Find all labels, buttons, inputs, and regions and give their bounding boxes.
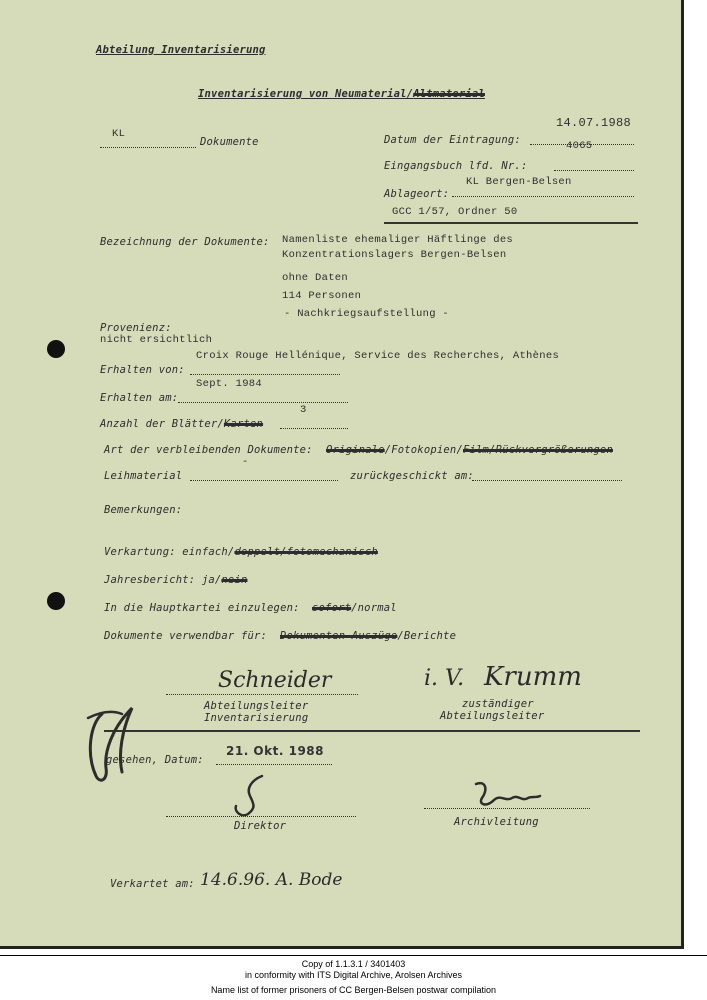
right-sig-line2: Abteilungsleiter: [440, 710, 545, 722]
footer-line2: in conformity with ITS Digital Archive, Arolsen Archives: [244, 970, 463, 980]
hauptkartei-normal: /normal: [351, 602, 397, 614]
blaetter-label-text: Anzahl der Blätter/: [100, 418, 224, 430]
leih-dots: [190, 480, 338, 481]
verwendbar-struck: Dokumenten-Auszüge: [280, 630, 398, 642]
dokumente-label: Dokumente: [200, 136, 259, 148]
bezeichnung-line5: - Nachkriegsaufstellung -: [284, 308, 450, 320]
art-label: Art der verbleibenden Dokumente:: [104, 444, 313, 456]
datum-value: 14.07.1988: [556, 116, 632, 130]
jahres-struck: nein: [221, 574, 248, 586]
verkartung-struck: doppelt/fotomechanisch: [234, 546, 378, 558]
footer-line1: Copy of 1.1.3.1 / 3401403: [301, 959, 406, 969]
erhalten-von-label: Erhalten von:: [100, 364, 185, 376]
department-heading: Abteilung Inventarisierung: [96, 44, 266, 56]
provenienz-label: Provenienz:: [100, 322, 172, 334]
footer-line3: Name list of former prisoners of CC Bergen-Belsen postwar compilation: [210, 985, 497, 995]
art-fotokopien: /Fotokopien/: [384, 444, 463, 456]
jahres-label: [104, 574, 247, 586]
erhalten-von-dots: [190, 374, 340, 375]
zurueck-label: zurückgeschickt am:: [350, 470, 474, 482]
eingang-value: 4065: [566, 140, 593, 152]
form-title: [198, 88, 485, 100]
hauptkartei-value: [312, 602, 397, 614]
eingang-label: Eingangsbuch lfd. Nr.:: [384, 160, 528, 172]
gesehen-stamp: 21. Okt. 1988: [226, 744, 324, 758]
ablage-rule: [384, 222, 638, 224]
provenienz-value: nicht ersichtlich: [100, 334, 213, 346]
hauptkartei-label: In die Hauptkartei einzulegen:: [104, 602, 300, 614]
bezeichnung-line1: Namenliste ehemaliger Häftlinge des: [282, 234, 514, 246]
kl-value: KL: [112, 128, 126, 140]
ablage-value: KL Bergen-Belsen: [466, 176, 572, 188]
datum-label: Datum der Eintragung:: [384, 134, 521, 146]
footer-divider: [0, 955, 707, 956]
blaetter-value: 3: [300, 404, 307, 416]
gesehen-label: gesehen, Datum:: [106, 754, 204, 766]
verkartung-text: Verkartung: einfach/: [104, 546, 235, 558]
blaetter-struck: Karten: [223, 418, 264, 430]
ablage-dots: [452, 196, 634, 197]
art-struck-film: Film/Rückvergrößerungen: [462, 444, 613, 456]
left-sig-line1: Abteilungsleiter: [204, 700, 309, 712]
signature-schneider: Schneider: [218, 668, 332, 693]
gesehen-dots: [216, 764, 332, 765]
verwendbar-berichte: /Berichte: [397, 630, 457, 642]
signature-krumm: Krumm: [484, 662, 582, 692]
signature-iv-prefix: i. V.: [424, 666, 465, 691]
kl-dots: [100, 147, 196, 148]
verkartung-label: [104, 546, 378, 558]
direktor-signature-mark: [226, 772, 276, 818]
hauptkartei-struck: sofort: [312, 602, 352, 614]
zurueck-dots: [472, 480, 622, 481]
right-sig-line1: zuständiger: [462, 698, 534, 710]
archiv-label: Archivleitung: [454, 816, 539, 828]
verwendbar-value: [280, 630, 456, 642]
left-sig-dots: [166, 694, 358, 695]
blaetter-label: [100, 418, 263, 430]
bezeichnung-line4: 114 Personen: [282, 290, 362, 302]
archiv-dots: [424, 808, 590, 809]
punch-hole-bottom: [47, 592, 65, 610]
eingang-dots: [554, 170, 634, 171]
gcc-value: GCC 1/57, Ordner 50: [392, 206, 518, 218]
verwendbar-label: Dokumente verwendbar für:: [104, 630, 268, 642]
direktor-dots: [166, 816, 356, 817]
verkartet-label: Verkartet am:: [110, 878, 195, 890]
title-struck: Altmaterial: [413, 88, 485, 100]
erhalten-von-value: Croix Rouge Hellénique, Service des Recherches, Athènes: [196, 350, 560, 362]
signature-divider: [104, 730, 640, 732]
jahres-text: Jahresbericht: ja/: [104, 574, 222, 586]
bezeichnung-label: Bezeichnung der Dokumente:: [100, 236, 270, 248]
art-struck-originale: Originale: [326, 444, 385, 456]
erhalten-am-dots: [178, 402, 348, 403]
leih-value: -: [242, 456, 249, 468]
punch-hole-top: [47, 340, 65, 358]
leih-label: Leihmaterial: [104, 470, 183, 482]
title-prefix: Inventarisierung von Neumaterial/: [198, 88, 414, 100]
bezeichnung-line2: Konzentrationslagers Bergen-Belsen: [282, 249, 507, 261]
pen-flourish-mark: [82, 694, 142, 786]
verkartet-value: 14.6.96. A. Bode: [200, 870, 343, 890]
erhalten-am-value: Sept. 1984: [196, 378, 263, 390]
bezeichnung-line3: ohne Daten: [282, 272, 349, 284]
bemerkungen-label: Bemerkungen:: [104, 504, 183, 516]
blaetter-dots: [280, 428, 348, 429]
direktor-label: Direktor: [234, 820, 287, 832]
ablage-label: Ablageort:: [384, 188, 450, 200]
erhalten-am-label: Erhalten am:: [100, 392, 179, 404]
left-sig-line2: Inventarisierung: [204, 712, 309, 724]
art-value: [326, 444, 613, 456]
